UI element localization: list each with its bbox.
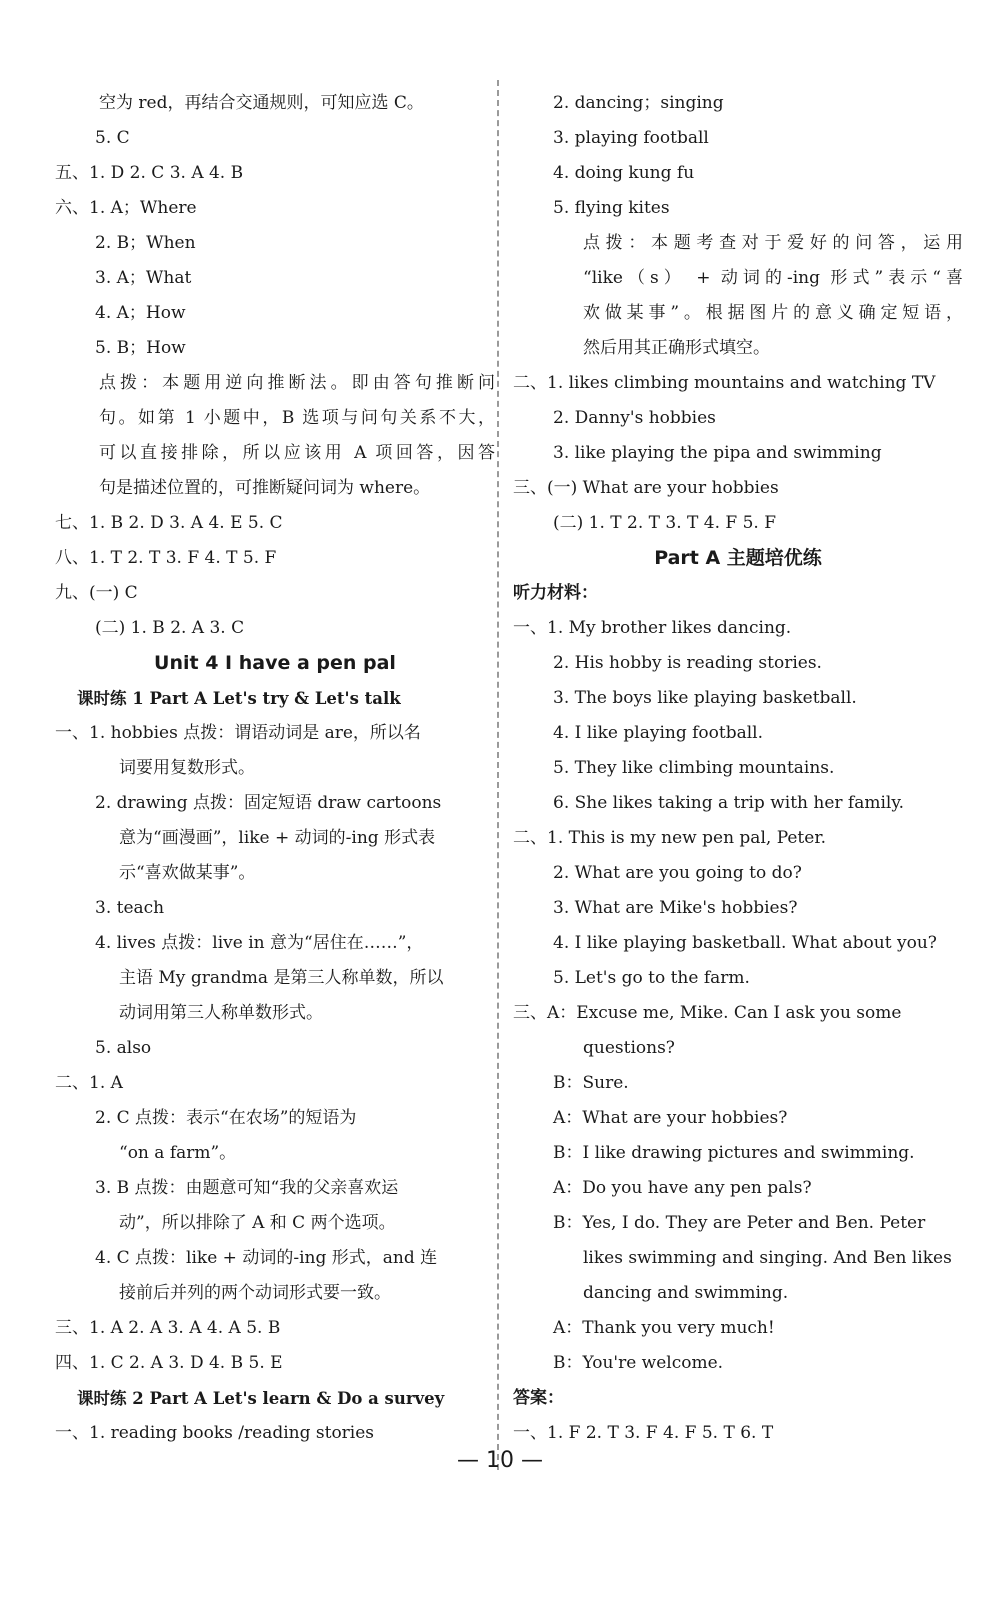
left-line: 课时练 2 Part A Let's learn & Do a survey (77, 1389, 445, 1408)
right-line: likes swimming and singing. And Ben likes (583, 1248, 952, 1268)
right-line: 2. Danny's hobbies (553, 408, 716, 428)
right-line: 5. They like climbing mountains. (553, 758, 835, 778)
left-line: 动”，所以排除了 A 和 C 两个选项。 (119, 1213, 396, 1233)
left-line: 接前后并列的两个动词形式要一致。 (119, 1283, 391, 1303)
right-line: dancing and swimming. (583, 1283, 789, 1303)
right-line: questions? (583, 1038, 675, 1058)
left-line: 五、1. D 2. C 3. A 4. B (55, 163, 244, 183)
right-line: 2. His hobby is reading stories. (553, 653, 822, 673)
right-line: Part A 主题培优练 (654, 547, 822, 569)
left-line: 4. C 点拨：like + 动词的-ing 形式，and 连 (95, 1248, 438, 1268)
right-line: B：Sure. (553, 1073, 629, 1093)
right-line: 2. What are you going to do? (553, 863, 802, 883)
right-line: 3. What are Mike's hobbies? (553, 898, 798, 918)
left-line: 空为 red，再结合交通规则，可知应选 C。 (99, 93, 424, 113)
left-line: (二) 1. B 2. A 3. C (95, 618, 245, 638)
right-line: A：Do you have any pen pals? (553, 1178, 812, 1198)
left-line: 八、1. T 2. T 3. F 4. T 5. F (55, 548, 277, 568)
left-line: 4. A；How (95, 303, 186, 323)
right-column (513, 86, 963, 1451)
right-line: 5. Let's go to the farm. (553, 968, 750, 988)
left-line: 2. drawing 点拨：固定短语 draw cartoons (95, 793, 442, 813)
left-line: 3. teach (95, 898, 165, 918)
right-line: “like（s） + 动词的-ing 形式”表示“喜 (583, 268, 964, 288)
right-line: 6. She likes taking a trip with her family. (553, 793, 905, 813)
right-line: 3. The boys like playing basketball. (553, 688, 857, 708)
left-line: 2. B；When (95, 233, 196, 253)
left-line: 二、1. A (55, 1073, 123, 1093)
left-line: 4. lives 点拨：live in 意为“居住在……”， (95, 933, 424, 953)
right-line: B：I like drawing pictures and swimming. (553, 1143, 915, 1163)
column-divider (497, 80, 499, 1470)
left-line: 5. also (95, 1038, 152, 1058)
left-line: 点拨：本题用逆向推断法。即由答句推断问 (99, 373, 495, 393)
left-line: 示“喜欢做某事”。 (119, 863, 256, 883)
left-line: 六、1. A；Where (55, 198, 197, 218)
left-line: 2. C 点拨：表示“在农场”的短语为 (95, 1108, 357, 1128)
right-line: 5. flying kites (553, 198, 670, 218)
left-line: 动词用第三人称单数形式。 (119, 1003, 323, 1023)
right-line: 欢做某事”。根据图片的意义确定短语， (583, 303, 963, 323)
right-line: 三、A：Excuse me, Mike. Can I ask you some (513, 1003, 902, 1023)
right-line: 点拨：本题考查对于爱好的问答，运用 (583, 233, 963, 253)
left-line: 主语 My grandma 是第三人称单数，所以 (119, 968, 444, 988)
left-line: 一、1. reading books /reading stories (55, 1423, 375, 1443)
right-line: 2. dancing；singing (553, 93, 724, 113)
right-line: 4. doing kung fu (553, 163, 695, 183)
left-line: 3. B 点拨：由题意可知“我的父亲喜欢运 (95, 1178, 399, 1198)
left-line: 3. A；What (95, 268, 192, 288)
right-line: 一、1. F 2. T 3. F 4. F 5. T 6. T (513, 1423, 774, 1443)
right-line: 3. like playing the pipa and swimming (553, 443, 882, 463)
left-line: 四、1. C 2. A 3. D 4. B 5. E (55, 1353, 283, 1373)
left-line: 三、1. A 2. A 3. A 4. A 5. B (55, 1318, 281, 1338)
right-line: B：You're welcome. (553, 1353, 724, 1373)
left-line: 5. B；How (95, 338, 186, 358)
left-line: “on a farm”。 (119, 1143, 237, 1163)
left-line: 意为“画漫画”，like + 动词的-ing 形式表 (119, 828, 436, 848)
right-line: B：Yes, I do. They are Peter and Ben. Peter (553, 1213, 926, 1233)
left-column (55, 86, 495, 1451)
right-line: 3. playing football (553, 128, 709, 148)
left-line: 词要用复数形式。 (119, 758, 255, 778)
right-line: 然后用其正确形式填空。 (583, 338, 770, 358)
right-line: 答案： (513, 1388, 564, 1408)
right-line: A：Thank you very much! (553, 1318, 775, 1338)
left-line: Unit 4 I have a pen pal (154, 652, 396, 674)
right-line: 二、1. This is my new pen pal, Peter. (513, 828, 826, 848)
left-line: 一、1. hobbies 点拨：谓语动词是 are，所以名 (55, 723, 421, 743)
left-line: 课时练 1 Part A Let's try & Let's talk (77, 689, 401, 708)
right-line: 听力材料： (513, 583, 598, 603)
left-line: 句。如第 1 小题中，B 选项与问句关系不大， (99, 408, 495, 428)
right-line: 4. I like playing basketball. What about you? (553, 933, 937, 953)
left-line: 5. C (95, 128, 130, 148)
right-line: 三、(一) What are your hobbies (513, 478, 779, 498)
right-line: 一、1. My brother likes dancing. (513, 618, 792, 638)
left-line: 句是描述位置的，可推断疑问词为 where。 (99, 478, 431, 498)
page-number: — 10 — (457, 1448, 543, 1473)
right-line: 4. I like playing football. (553, 723, 764, 743)
right-line: A：What are your hobbies? (553, 1108, 788, 1128)
left-line: 九、(一) C (55, 583, 138, 603)
left-line: 七、1. B 2. D 3. A 4. E 5. C (55, 513, 283, 533)
left-line: 可以直接排除，所以应该用 A 项回答，因答 (99, 443, 495, 463)
right-line: 二、1. likes climbing mountains and watching TV (513, 373, 936, 393)
right-line: (二) 1. T 2. T 3. T 4. F 5. F (553, 513, 777, 533)
